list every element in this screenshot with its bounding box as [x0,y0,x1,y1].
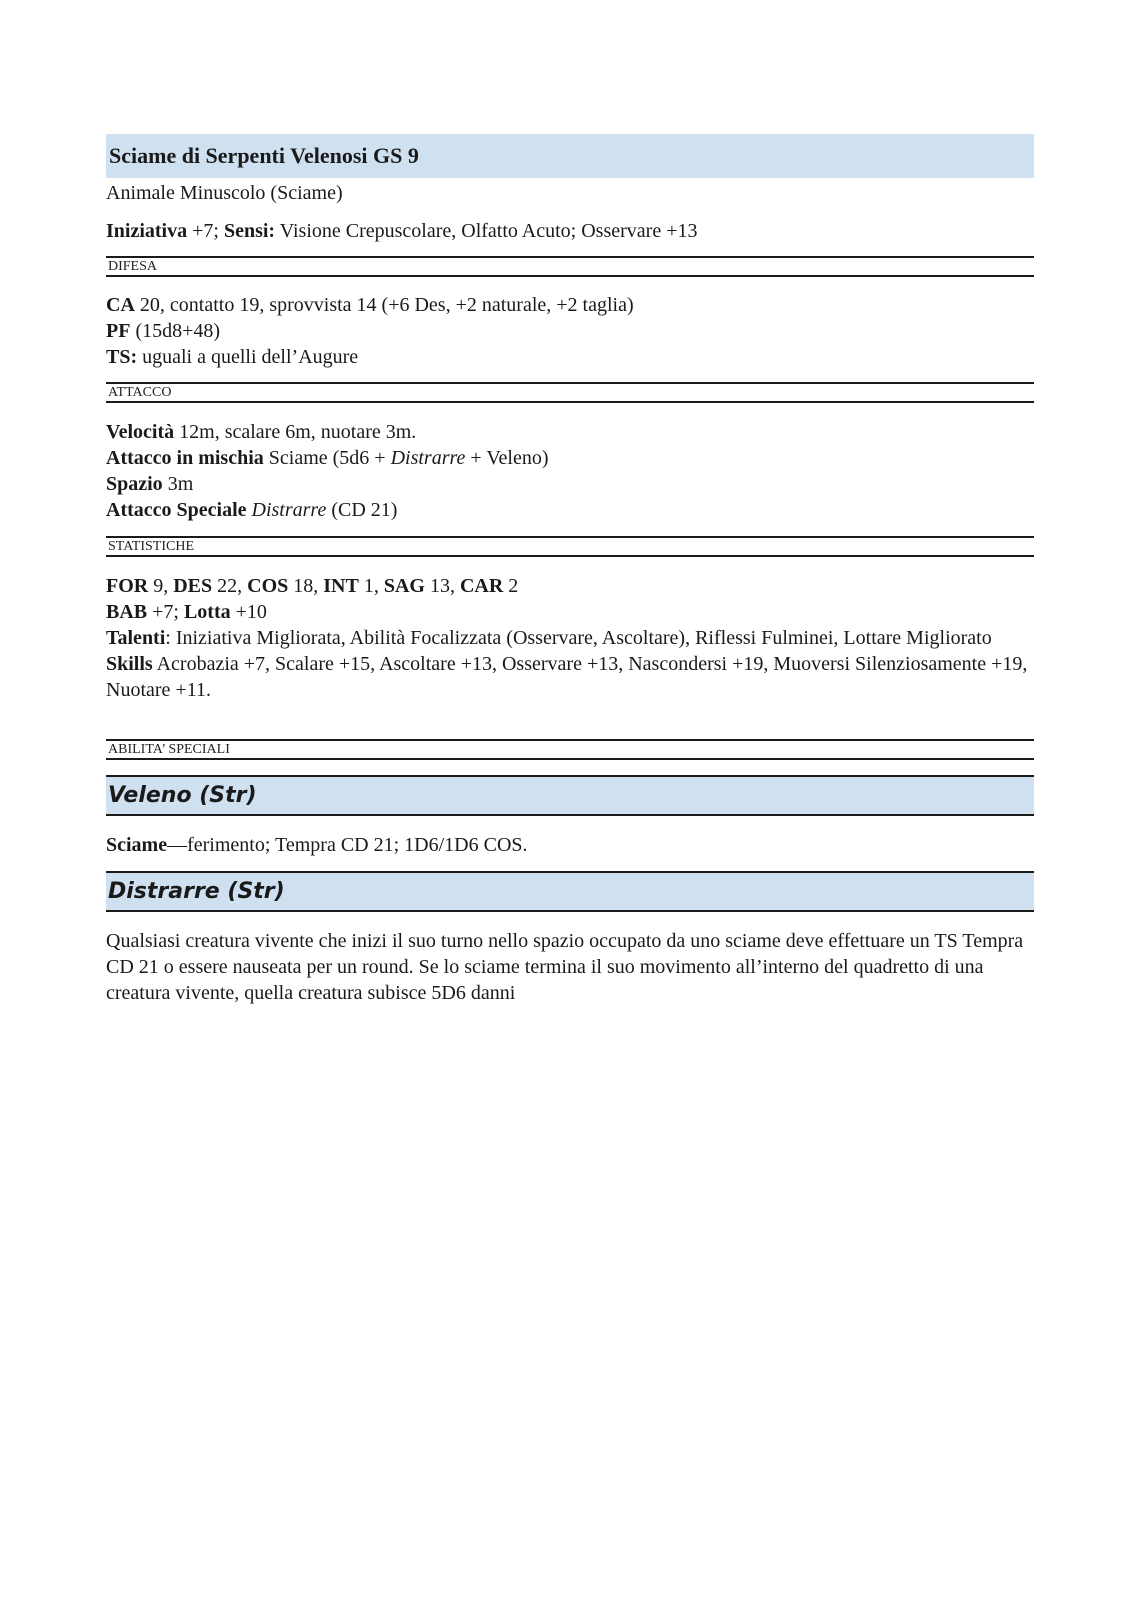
distract-paragraph: Qualsiasi creatura vivente che inizi il suo turno nello spazio occupato da uno sciame deve effettuare un TS Tempra CD 21 o essere nauseata per un round. Se lo sciame termina il suo movimento all’interno del quadretto di una creatura vivente, quella creatura subisce 5D6 danni [106,930,1024,1004]
feats-paragraph: Talenti: Iniziativa Migliorata, Abilità Focalizzata (Osservare, Ascoltare), Riflessi Fulminei, Lottare Migliorato [106,627,992,649]
distract-ability-title: Distrarre (Str) [108,879,285,904]
special-attack-line: Attacco Speciale Distrarre (CD 21) [106,499,398,521]
distract-ability-bar [106,871,1034,912]
poison-ability-title: Veleno (Str) [108,783,257,808]
defense-block [106,292,1034,370]
section-defense: DIFESA [106,256,1034,277]
saves-line: TS: uguali a quelli dell’Augure [106,346,359,368]
ability-scores-line: FOR 9, DES 22, COS 18, INT 1, SAG 13, CAR 2 [106,575,519,597]
poison-line: Sciame—ferimento; Tempra CD 21; 1D6/1D6 COS. [106,834,528,856]
section-stats: STATISTICHE [106,536,1034,557]
hp-line: PF (15d8+48) [106,320,221,342]
ac-line: CA 20, contatto 19, sprovvista 14 (+6 Des, +2 naturale, +2 taglia) [106,294,634,316]
attack-block [106,419,1034,523]
stats-block [106,573,1034,703]
space-line: Spazio 3m [106,473,194,495]
creature-title: Sciame di Serpenti Velenosi GS 9 [109,143,419,168]
section-special-abilities: ABILITA’ SPECIALI [106,739,1034,760]
melee-line: Attacco in mischia Sciame (5d6 + Distrarre + Veleno) [106,447,549,469]
skills-paragraph: Skills Acrobazia +7, Scalare +15, Ascoltare +13, Osservare +13, Nascondersi +19, Muoversi Silenziosamente +19, Nuotare +11. [106,653,1028,701]
creature-type: Animale Minuscolo (Sciame) [106,182,343,204]
initiative-line: Iniziativa +7; Sensi: Visione Crepuscolare, Olfatto Acuto; Osservare +13 [106,220,698,242]
section-attack: ATTACCO [106,382,1034,403]
creature-title-bar [106,134,1034,178]
poison-ability-bar [106,775,1034,816]
bab-line: BAB +7; Lotta +10 [106,601,267,623]
speed-line: Velocità 12m, scalare 6m, nuotare 3m. [106,421,417,443]
